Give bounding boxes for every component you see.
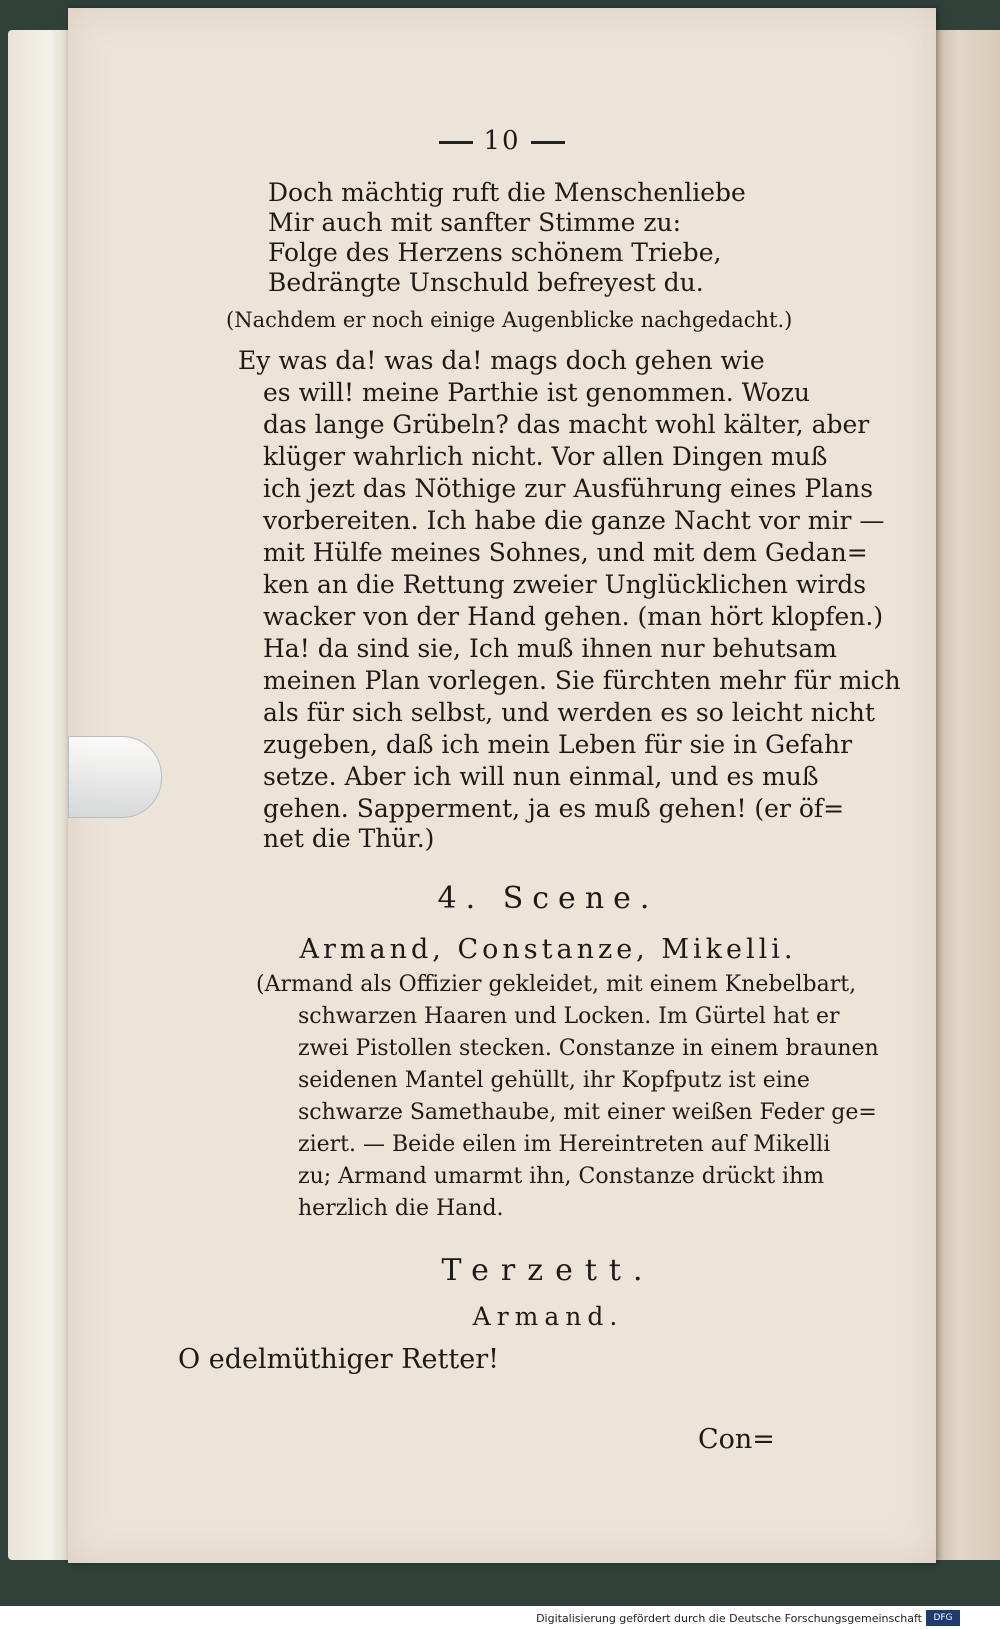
- digitization-footer: [0, 1606, 1000, 1630]
- prose-line: als für sich selbst, und werden es so leicht nicht: [263, 698, 875, 727]
- prose-line: das lange Grübeln? das macht wohl kälter, aber: [263, 410, 870, 439]
- prose-line: ich jezt das Nöthige zur Ausführung eines Plans: [263, 474, 874, 503]
- verse-line: Doch mächtig ruft die Menschenliebe: [268, 178, 746, 207]
- prose-line: Ey was da! was da! mags doch gehen wie: [238, 346, 765, 375]
- stage-direction-line: herzlich die Hand.: [298, 1196, 504, 1221]
- character-list: Armand, Constanze, Mikelli.: [299, 934, 797, 965]
- prose-line: meinen Plan vorlegen. Sie fürchten mehr für mich: [263, 666, 901, 695]
- prose-line: es will! meine Parthie ist genommen. Wozu: [263, 378, 811, 407]
- page-number: 10: [68, 126, 936, 156]
- stage-direction-line: schwarzen Haaren und Locken. Im Gürtel hat er: [298, 1004, 840, 1029]
- terzett-heading: Terzett.: [441, 1253, 655, 1288]
- verse-line: Mir auch mit sanfter Stimme zu:: [268, 208, 682, 237]
- scene-heading: 4. Scene.: [437, 881, 659, 916]
- prose-line: mit Hülfe meines Sohnes, und mit dem Gedan=: [263, 538, 868, 567]
- sung-line: O edelmüthiger Retter!: [178, 1344, 499, 1375]
- prose-line: wacker von der Hand gehen. (man hört klopfen.): [263, 602, 884, 631]
- stage-direction-line: zwei Pistollen stecken. Constanze in einem braunen: [298, 1036, 879, 1061]
- stage-direction-line: schwarze Samethaube, mit einer weißen Feder ge=: [298, 1100, 877, 1125]
- prose-line: vorbereiten. Ich habe die ganze Nacht vor mir —: [263, 506, 885, 535]
- footer-text: Digitalisierung gefördert durch die Deutsche Forschungsgemeinschaft: [536, 1612, 922, 1625]
- prose-line: zugeben, daß ich mein Leben für sie in Gefahr: [263, 730, 853, 759]
- stage-direction-line: (Armand als Offizier gekleidet, mit einem Knebelbart,: [256, 972, 857, 997]
- stage-direction: (Nachdem er noch einige Augenblicke nachgedacht.): [226, 308, 793, 332]
- verse-line: Bedrängte Unschuld befreyest du.: [268, 268, 704, 297]
- stage-direction-line: zu; Armand umarmt ihn, Constanze drückt ihm: [298, 1164, 825, 1189]
- facing-page-edge: [930, 30, 1000, 1560]
- dfg-logo: DFG: [926, 1610, 960, 1626]
- prose-line: Ha! da sind sie, Ich muß ihnen nur behutsam: [263, 634, 837, 663]
- verse-line: Folge des Herzens schönem Triebe,: [268, 238, 722, 267]
- prose-line: klüger wahrlich nicht. Vor allen Dingen muß: [263, 442, 828, 471]
- prose-line: setze. Aber ich will nun einmal, und es muß: [263, 762, 819, 791]
- prose-line: ken an die Rettung zweier Unglücklichen wirds: [263, 570, 867, 599]
- speaker-name: Armand.: [472, 1302, 624, 1331]
- book-page: [68, 8, 936, 1563]
- stage-direction-line: seidenen Mantel gehüllt, ihr Kopfputz ist eine: [298, 1068, 810, 1093]
- prose-line: gehen. Sapperment, ja es muß gehen! (er öf=: [263, 794, 845, 823]
- page-clip: [68, 736, 162, 818]
- catchword: Con=: [698, 1424, 775, 1455]
- stage-direction-line: ziert. — Beide eilen im Hereintreten auf Mikelli: [298, 1132, 831, 1157]
- prose-line: net die Thür.): [263, 824, 435, 853]
